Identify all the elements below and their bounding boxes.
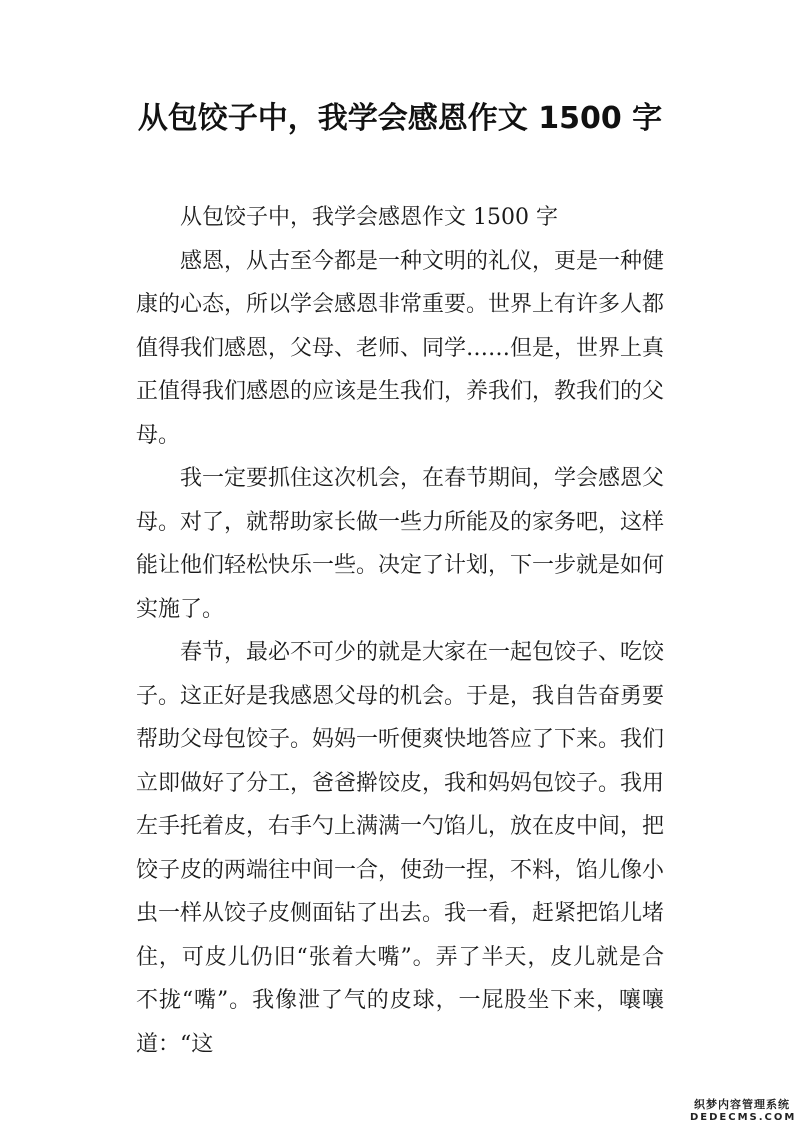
paragraph: 春节，最必不可少的就是大家在一起包饺子、吃饺子。这正好是我感恩父母的机会。于是，我自告奋勇要帮助父母包饺子。妈妈一听便爽快地答应了下来。我们立即做好了分工，爸爸擀饺皮，我和妈妈包饺子。我用左手托着皮，右手勺上满满一勺馅儿，放在皮中间，把饺子皮的两端往中间一合，使劲一捏，不料，馅儿像小虫一样从饺子皮侧面钻了出去。我一看，赶紧把馅儿堵住，可皮儿仍旧“张着大嘴”。弄了半天，皮儿就是合不拢“嘴”。我像泄了气的皮球，一屁股坐下来，嚷嚷道：“这 bbox=[136, 640, 665, 1057]
paragraph-subtitle: 从包饺子中，我学会感恩作文 1500 字 bbox=[180, 205, 558, 230]
watermark-domain: DEDECMS.COM bbox=[690, 1112, 797, 1123]
document-body bbox=[136, 196, 664, 1066]
paragraph: 感恩，从古至今都是一种文明的礼仪，更是一种健康的心态，所以学会感恩非常重要。世界上有许多人都值得我们感恩，父母、老师、同学……但是，世界上真正值得我们感恩的应该是生我们，养我们，教我们的父母。 bbox=[136, 248, 665, 448]
watermark-logo bbox=[690, 1098, 797, 1126]
paragraph: 我一定要抓住这次机会，在春节期间，学会感恩父母。对了，就帮助家长做一些力所能及的家务吧，这样能让他们轻松快乐一些。决定了计划，下一步就是如何实施了。 bbox=[136, 466, 665, 622]
document-title: 从包饺子中，我学会感恩作文 1500 字 bbox=[137, 101, 663, 136]
watermark-text: 织梦内容管理系统 bbox=[694, 1098, 790, 1111]
